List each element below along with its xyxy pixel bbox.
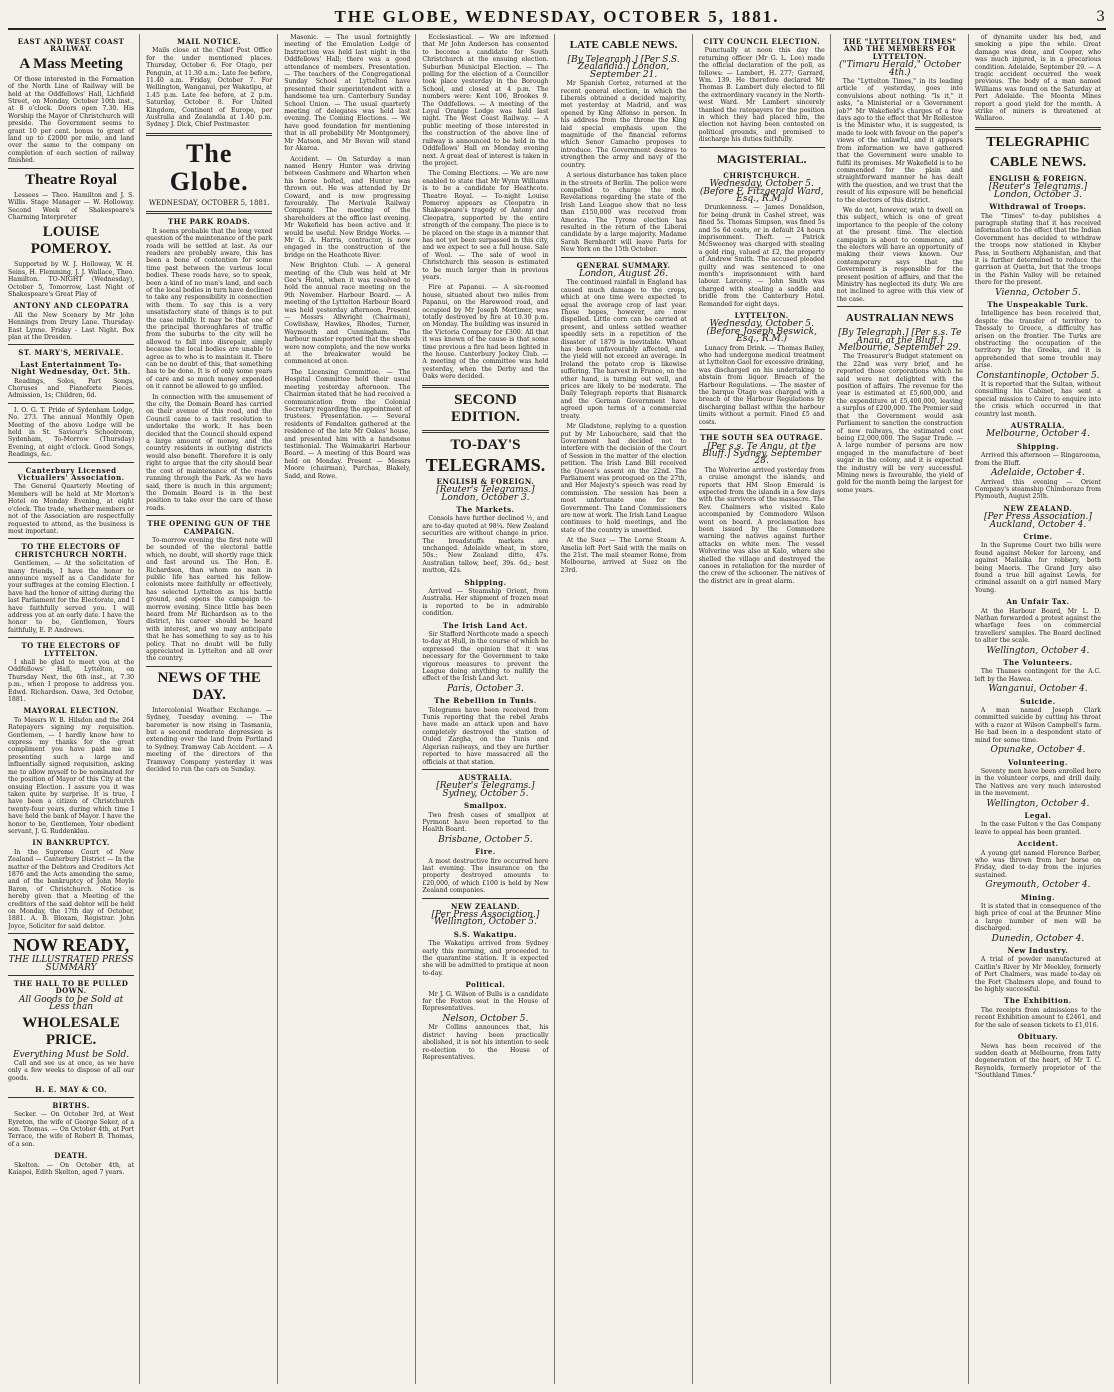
political-body-2: Mr Collins announces that, his district having been practically abolished, it is not his intention to seek re-election to the House of Representatives. (422, 1024, 549, 1061)
column-1 (8, 34, 140, 1384)
wellington-dateline-3: Wellington, October 4. (986, 798, 1090, 809)
play-body: All the New Scenery by Mr John Hennings from Drury Lane. Thursday-East Lynne. Friday - Last Night. Box plan at the Dresden. (8, 311, 135, 341)
christchurch-body: Drunkenness. — James Donaldson, for being drunk in Cashel street, was fined 5s. Thomas Simpson, was fined 5s and 5s 6d costs, or in default 24 hours imprisonment. Theft. — Patrick McSweeney was charged with stealing a gold ring, valued at £2, the property of Andrew Smith. The accused pleaded guilty and was sentenced to one month's imprisonment with hard labour. Larceny. — John Smith was charged with stealing a saddle and bridle from the Canterbury Hotel. Remanded for eight days. (698, 204, 825, 308)
wakatipu-body: The Wakatipu arrived from Sydney early this morning, and proceeded to the quarantine station. It is expected she will be admitted to pratique at noon to-day. (422, 940, 549, 977)
may-company: H. E. MAY & CO. (35, 1085, 108, 1095)
constantinople-body: It is reported that the Sultan, without consulting his Cabinet, has sent a special mission to Cairo to enquire into the crisis which occurred in that country last month. (974, 381, 1101, 418)
lyttelton-electors-heading: TO THE ELECTORS OF LYTTELTON. (21, 641, 121, 658)
licensed-heading: Canterbury Licensed Victuallers' Association. (17, 465, 125, 483)
park-roads-body-2: In connection with the amusement of the city, the Domain Board has carried on their avenue of this road, and the Council came to a tacit resolution to undertake the work. It has been decided that the Council should expend a large amount of money, and the country residents in outlying districts would also benefit. Therefore it is only right to argue that the city should bear the cost of maintenance of the roads running through the Park. As we have said, there is much in this argument; the Domain Board is in the best position to take over the care of those roads. (146, 393, 273, 512)
lyttelton-body: Lunacy from Drink. — Thomas Bailey, who had undergone medical treatment at Lyttelton Gaol for excessive drinking, was discharged on his undertaking to abstain from liquor. Breach of the Harbour Regulations. — The master of the barque Otago was charged with a breach of the Harbour Regulations by discharging ballast within the harbour limits without a permit. Fined £5 and costs. (698, 344, 825, 426)
obituary-heading: Obituary. (1017, 1032, 1059, 1042)
hall-heading: THE HALL TO BE PULLED DOWN. (13, 979, 129, 996)
licensed-body: The General Quarterly Meeting of Members will be held at Mr Morton's Hotel on Monday Evening, at eight o'clock. The trade, whether members or not of the Association are respectfully requested to attend, as the business is most important. (8, 483, 135, 535)
christchurch-sub: Wednesday, October 5. (Before F. Fitzgerald Ward, Esq., R.M.) (699, 179, 824, 204)
christchurch-heading: CHRISTCHURCH. (723, 170, 801, 180)
theatre-lines: Supported by W. J. Holloway, W. H. Seins, H. Flemming, J. J. Wallace, Theo. Hamilton. TO-NIGHT (Wednesday), October 5, Tomorrow, Last Night of Shakespeare's Great Play of (8, 261, 135, 298)
wholesale-heading: WHOLESALE PRICE. (22, 1014, 120, 1048)
electors-heading: TO THE ELECTORS OF CHRISTCHURCH NORTH. (14, 542, 128, 559)
opunake-dateline: Opunake, October 4. (990, 745, 1086, 756)
late-cable-body-1: Mr Spanish Cortez, returned at the recent general election, in which the Liberals obtained a decided majority, met yesterday at Madrid, and was opened by King Alfonso in person. In his address from the throne the King laid special emphasis upon the magnitude of the financial reforms which Senor Camacho proposes to introduce. The Government desires to strengthen the army and navy of the country. (560, 80, 687, 169)
wanganui-dateline: Wanganui, October 4. (988, 684, 1088, 695)
wellington-dateline-2: Wellington, October 4. (986, 645, 1090, 656)
mail-heading: MAIL NOTICE. (177, 37, 242, 46)
south-sea-heading: THE SOUTH SEA OUTRAGE. (700, 433, 824, 443)
continued-body: of dynamite under his bed, and smoking a pipe the while. Great damage was done, and Cooper, who was much injured, is in a precarious condition. Adelaide, September 29. — A tragic accident occurred the week previous. The body of a man named Williams was found on the Saturday at Port Adelaide. The Moonta Mines report a good yield for the month. A strike of miners is threatened at Wallaroo. (974, 34, 1101, 123)
paris-dateline: Paris, October 3. (447, 683, 524, 694)
auckland-dateline: [Per Press Association.] Auckland, October 4. (983, 512, 1092, 530)
louise-pomeroy: LOUISE POMEROY. (30, 224, 112, 258)
general-summary-dateline: London, August 26. (578, 268, 669, 279)
telegraphic-heading: TELEGRAPHIC (986, 134, 1090, 150)
masthead-title: THE GLOBE, WEDNESDAY, OCTOBER 5, 1881. (334, 7, 780, 26)
column-7 (837, 34, 969, 1384)
unfair-tax-heading: An Unfair Tax. (1006, 597, 1070, 607)
nelson-dateline: Nelson, October 5. (442, 1013, 529, 1024)
bankruptcy-body: In the Supreme Court of New Zealand — Canterbury District — In the matter of the Debtors and Creditors Act 1876 and the Acts amending the same, and of the bankruptcy of John Moyle Baron, of Christchurch. Notice is hereby given that a Meeting of the creditors of the said debtor will be held on Monday, the 17th day of October, 1881. A. B. Bloxam, Registrar. John Joyce, Solicitor for said debtor. (8, 848, 135, 930)
births-body: Secker. — On October 3rd, at West Eyreton, the wife of George Seker, of a son. Thomas. — On October 4th, at Port Terrace, the wife of Robert B. Thomas, of a son. (8, 1111, 135, 1148)
lyttelton-electors-body: I shall be glad to meet you at the Oddfellows' Hall, Lyttelton, on Thursday Next, the 6th inst., at 7.30 p.m., when I propose to address you. Edwd. Richardson. Oawa, 3rd October, 1881. (8, 659, 135, 704)
local-news-3: New Brighton Club. — A general meeting of the Club was held at Mr Gee's Hotel, when it was resolved to hold the annual race meeting on the 9th November. Harbour Board. — A meeting of the Lyttelton Harbour Board was held yesterday afternoon. Present — Messrs Allwright (Chairman), Cowlishaw, Hawkes, Rhodes, Turner, Waymouth and Cunningham. The harbour master reported that the sheds were now complete, and the new works at the breakwater would be commenced at once. (284, 262, 411, 366)
divider (8, 1097, 134, 1098)
theatre-body: Lessees — Theo. Hamilton and J. S. Willis. Stage Manager — W. Holloway. Second Week of Shakespeare's Charming Interpreter (8, 191, 135, 221)
divider (8, 344, 134, 345)
mayoral-heading: MAYORAL ELECTION. (23, 706, 119, 716)
turk-body: Intelligence has been received that, despite the transfer of territory to Thessaly to Greece, a difficulty has arisen on the frontier. The Turks are obstructing the occupation of the territory by the Greeks, and it is apprehended that some trouble may arise. (974, 310, 1101, 370)
divider (422, 898, 548, 899)
local-news-4: The Licensing Committee. — The Hospital Committee held their usual meeting yesterday afternoon. The Chairman stated that he had received a communication from the Colonial Secretary regarding the appointment of trustees. Presentation. — Several residents of Fendalton gathered at the residence of the late Mr Oakes' house, and presented him with a handsome testimonial. The Waimakariri Harbour Board. — A meeting of this Board was held on Monday. Present — Messrs Moore (chairman), Purchas, Blakely, Sadd, and Rowe. (284, 368, 411, 480)
divider (8, 637, 134, 638)
english-foreign: ENGLISH & FOREIGN. (436, 476, 535, 486)
railway-heading: EAST AND WEST COAST RAILWAY. (17, 37, 125, 54)
press-summary-sub: THE ILLUSTRATED PRESS SUMMARY (8, 955, 134, 973)
shipping-heading: Shipping. (464, 577, 507, 587)
bankruptcy-heading: IN BANKRUPTCY. (32, 838, 110, 848)
divider (975, 127, 1101, 130)
wellington-dateline: [Per Press Association.] Wellington, October 5. (431, 910, 540, 928)
unfair-tax-body: At the Harbour Board, Mr L. D. Nathan forwarded a protest against the wharfage fees on commercial travellers' samples. The Board declined to alter the scale. (974, 607, 1101, 645)
greymouth-dateline: Greymouth, October 4. (985, 880, 1091, 891)
australian-news-heading: AUSTRALIAN NEWS (845, 312, 954, 325)
south-sea-body: The Wolverine arrived yesterday from a cruise amongst the islands, and reports that HM Sloop Emerald is expected from the islands in a few days with the survivors of the massacre. The Rev. Chalmers who visited Kalo accompanied by Commodore Wilson went on board. A proclamation has been issued by the Commodore warning the natives against further attacks on white men. The vessel Wolverine was also at Kalo, where she shelled the village and destroyed the canoes in retaliation for the murder of the crew of the schooner. The natives of the district are in great alarm. (698, 466, 825, 585)
australian-news-sub: [By Telegraph.] [Per s.s. Te Anau, at the Bluff.] Melbourne, September 29. (838, 328, 962, 354)
markets-heading: The Markets. (456, 504, 515, 514)
divider (8, 462, 134, 463)
at-sea-body: At the Suez — The Lorne Steam A. Amelia left Port Said with the mails on the 21st. The mail steamer Rome, from Melbourne, arrived at Suez on the 23rd. (560, 537, 687, 574)
crime-body: In the Supreme Court two bills were found against Meker for larceny, and against Mailaika for robbery, both being Maoris. The Grand Jury also found a true bill against Lewis, for criminal assault on a girl named Mary Young. (974, 542, 1101, 594)
new-zealand-heading: NEW ZEALAND. (450, 901, 520, 911)
divider (8, 403, 134, 404)
melbourne-dateline: Melbourne, October 4. (986, 429, 1090, 440)
column-3 (284, 34, 416, 1384)
volunteering-heading: Volunteering. (1008, 757, 1068, 767)
cable-news-heading: CABLE NEWS. (989, 154, 1087, 170)
london-dateline: [Reuter's Telegrams.] London, October 3. (988, 182, 1088, 200)
obituary-body: News has been received of the sudden death at Melbourne, from fatty degeneration of the heart, of Mr T. C. Reynolds, formerly proprietor of the "Southland Times." (974, 1042, 1101, 1080)
new-zealand-heading-2: NEW ZEALAND. (1003, 503, 1073, 513)
electors-body: Gentlemen, — At the solicitation of many friends, I have the honor to announce myself as a Candidate for your suffrages at the coming Election. I have had the honor of sitting during the last Parliament for the Electorate, and I have faithfully served you. I will address you at an early date. I have the honor to be, Gentlemen, Yours faithfully, E. P. Andrews. (8, 560, 135, 634)
fire-heading: Fire. (475, 847, 496, 857)
theatre-heading: Theatre Royal (25, 171, 117, 188)
irish-land-heading: The Irish Land Act. (442, 620, 528, 630)
constantinople-dateline: Constantinople, October 5. (976, 370, 1100, 381)
column-5 (561, 34, 693, 1384)
late-cable-heading: LATE CABLE NEWS. (569, 39, 678, 51)
divider (8, 933, 134, 934)
dunedin-dateline: Dunedin, October 4. (991, 933, 1085, 944)
withdrawal-heading: Withdrawal of Troops. (989, 202, 1087, 212)
adelaide-dateline: Adelaide, October 4. (991, 468, 1085, 479)
magisterial-heading: MAGISTERIAL. (716, 151, 807, 166)
columns (8, 34, 1106, 1384)
irish-land-body: Sir Stafford Northcote made a speech to-day at Hull, in the course of which he expressed the opinion that it was necessary for the Government to take vigorous measures to prevent the League doing anything to nullify the effect of the Irish Land Act. (422, 631, 549, 683)
divider (699, 147, 825, 148)
smallpox-body: Two fresh cases of smallpox at Pyrmont have been reported to the Health Board. (422, 811, 549, 834)
markets-body: Consols have further declined ½, and are to-day quoted at 98¼. New Zealand securities are without change in price. The breadstuffs markets are unchanged. Adelaide wheat, in store, 50s.; New Zealand ditto, 47s. Australian tallow, beef, 39s. 6d.; best mutton, 42s. (422, 515, 549, 575)
city-council-heading: CITY COUNCIL ELECTION. (703, 37, 821, 46)
divider (837, 306, 963, 307)
lyttelton-times-sub: ("Timaru Herald," October 4th.) (839, 60, 961, 78)
new-industry-heading: New Industry. (1007, 946, 1069, 956)
local-news-5: Ecclesiastical. — We are informed that Mr John Anderson has consented to become a candidate for South Christchurch at the ensuing election. Suburban Municipal Election. — The polling for the election of a Councillor took place yesterday in the Borough School, and closed at 4 p.m. The numbers were: Kent 106, Brookes 9. The Oddfellows. — A meeting of the Loyal Orange Lodge was held last night. The West Coast Railway. — A public meeting of those interested in the construction of the above line of railway is announced to be held in the Oddfellows' Hall on Monday evening next. A great deal of interest is taken in the project. (422, 34, 549, 167)
st-marys-heading: ST. MARY'S, MERIVALE. (18, 348, 124, 358)
issue-date: WEDNESDAY, OCTOBER 5, 1881. (148, 198, 270, 207)
now-ready-heading: NOW READY, (13, 935, 130, 956)
general-summary-body-2: Mr Gladstone, replying to a question put by Mr Labouchere, said that the Government had decided not to interfere with the decision of the Court of Session in the matter of the election petition. The Irish Land Bill received the Queen's assent on the 22nd. The Parliament was prorogued on the 27th, and Her Majesty's speech was read by commission. The session has been a most unfortunate one for the Government. The Land Commissioners are now at work. The Irish Land League continues to hold meetings, and the state of the country is unsettled. (560, 423, 687, 534)
south-sea-sub: [Per s.s. Te Anau, at the Bluff.] Sydney, September 28. (702, 441, 822, 467)
divider (699, 429, 825, 430)
wakatipu-heading: S.S. Wakatipu. (453, 929, 518, 939)
turk-heading: The Unspeakable Turk. (987, 299, 1089, 309)
divider (561, 257, 687, 258)
lyttelton-times-body: The "Lyttelton Times," in its leading article of yesterday, goes into convulsions about nothing. "Is it," it asks, "a Ministerial or a Government job?" Mr Wakefield's charges of a few days ago to the effect that Mr Rolleston is the Minister who, it is suggested, is made to look with favour on the paper's views of the unlawful, and it appears from information we have gathered that the Government were unable to fulfil its promises. Mr Wakefield is to be commended for the plain and straightforward manner he has dealt with the question, and we trust that the result of his exposure will be beneficial to the electors of this district. (836, 78, 963, 204)
local-news-2: Accident. — On Saturday a man named Henry Hunter was driving between Cashmere and Wharton when his horse bolted, and Hunter was thrown out. He was attended by Dr Coward, and is now progressing favourably. The Merivale Railway Company. The meeting of the shareholders at the office last evening. Mr Wakefield has been active and it would be useful. New Bridge Works. — Mr G. A. Harris, contractor, is now engaged in the construction of the bridge on the Heathcote River. (284, 155, 411, 259)
mail-body: Mails close at the Chief Post Office for the under mentioned places. Thursday, October 6. For Otago, per Penguin, at 11.30 a.m.; Late fee before, 11.40 a.m. Friday, October 7. For Wellington, Wanganui, per Wakatipu, at 1.45 p.m. Late fee before, at 2 p.m. Saturday, October 8. For United Kingdom, Continent of Europe, per Australia and Zealandia at 1.40 p.m. Sydney J. Dick, Chief Postmaster. (146, 47, 273, 129)
entertainment-heading: Last Entertainment To-Night Wednesday, Oct. 5th. (11, 359, 131, 377)
everything-sold: Everything Must be Sold. (12, 1049, 130, 1060)
death-body: Skelton. — On October 4th, at Kaiapoi, Edith Skelton, aged 7 years. (8, 1161, 135, 1176)
divider (8, 168, 134, 169)
lyttelton-times-body-2: We do not, however, wish to dwell on this subject, which is one of great importance to the people of the colony at the present time. The election campaign is about to commence, and the electors will have an opportunity of making their views known. Our contemporary says that the Government is responsible for the present position of affairs, and that the Ministry has neglected its duty. We are not inclined to agree with this view of the case. (836, 206, 963, 303)
telegrams-heading: TELEGRAMS. (425, 454, 546, 475)
births-heading: BIRTHS. (52, 1100, 90, 1110)
local-news-7: Fire at Papanui. — A six-roomed house, situated about two miles from Papanui, on the Harewood road, and occupied by Mr Joseph Mortimer, was totally destroyed by fire at 10.30 p.m. on Monday. The building was insured in the Victoria Company for £300. All that it was known of the cause is that some time previous a fire had been lighted in the house. Canterbury Jockey Club. — A meeting of the committee was held yesterday, when the Derby and the Oaks were decided. (422, 284, 549, 381)
mining-body: It is stated that in consequence of the high price of coal at the Brunner Mine a large number of men will be discharged. (974, 903, 1101, 933)
column-2 (146, 34, 278, 1384)
accident-heading: Accident. (1017, 839, 1059, 849)
vienna-dateline: Vienna, October 5. (995, 287, 1081, 298)
page-number: 3 (1096, 9, 1106, 25)
divider (422, 430, 548, 433)
political-heading: Political. (465, 980, 506, 990)
death-heading: DEATH. (54, 1151, 88, 1161)
reuter-london: [Reuter's Telegrams.] London, October 3. (436, 485, 535, 503)
adelaide-body: Arrived this evening — Orient Company's steamship Chimborazo from Plymouth, August 25th. (974, 478, 1101, 501)
column-4 (422, 34, 554, 1384)
opening-gun-heading: THE OPENING GUN OF THE CAMPAIGN. (147, 519, 271, 536)
park-roads-body: It seems probable that the long vexed question of the maintenance of the park roads will be settled at last. As our readers are probably aware, this has been a bone of contention for some time past between the various local bodies. These roads have, so to speak, been a kind of no man's land, and each of the local bodies in turn have declined to take any responsibility in connection with them. To say this is a very unsatisfactory state of things is to put the case mildly. It may be that one of the principal thoroughfares of traffic from the suburbs to the city will be allowed to fall into disrepair, simply because the local bodies are unable to agree as to who is to maintain it. There can be no doubt of this, that something has to be done. It is of only some years of care and so much money expended on it cannot be allowed to go unfiled. (146, 227, 273, 391)
opening-gun-body: To-morrow evening the first note will be sounded of the electoral battle which, no doubt, will shortly rage thick and fast around us. The Hon. E. Richardson, than whom no man in public life has earned his fellow-colonists more faithfully or effectively, has selected Lyttelton as his battle ground, and opens the campaign to-morrow evening. Since little has been heard from Mr Richardson as to the district, his career should be heard with interest, and we may anticipate that he has something to say as to his policy. That no doubt will be fully appreciated in Lyttelton and all over the country. (146, 536, 273, 663)
divider (146, 666, 272, 667)
divider (8, 538, 134, 539)
park-roads-heading: THE PARK ROADS. (168, 217, 251, 227)
shipping-body-2: Arrived this afternoon — Ringarooma, from the Bluff. (974, 452, 1101, 467)
divider (146, 515, 272, 516)
divider (8, 975, 134, 976)
play-title: ANTONY AND CLEOPATRA (13, 301, 129, 311)
exhibition-body: The receipts from admissions to the recent Exhibition amount to £2461, and for the sale of season tickets to £1,016. (974, 1006, 1101, 1029)
legal-body: In the case Fulton v the Gas Company leave to appeal has been granted. (974, 821, 1101, 836)
tunis-heading: The Rebellion in Tunis. (434, 696, 537, 706)
divider (146, 133, 272, 136)
globe-logo: The Globe. (169, 138, 249, 196)
new-industry-body: A trial of powder manufactured at Caitlin's River by Mr Meekley, formerly of Port Chalmers, was made to-day on the Fort Chalmers slope, and found to be highly successful. (974, 956, 1101, 994)
suicide-body: A man named Joseph Clark committed suicide by cutting his throat with a razor at Wilson Campbell's farm. He had been in a despondent state of mind for some time. (974, 707, 1101, 744)
accident-body: A young girl named Florence Barber, who was thrown from her horse on Friday, died to-day from the injuries sustained. (974, 849, 1101, 879)
general-summary-body: The continued rainfall in England has caused much damage to the crops, which at one time were expected to equal the average crop of last year. Those hopes, however, are now dispelled. Little corn can be carried at present, and unless settled weather speedily sets in a repetition of the disaster of 1879 is inevitable. Wheat has been unfavourably affected, and the yield will not exceed an average. In Ireland the potato crop is likewise suffering. The harvest in France, on the other hand, is turning out well, and prices are likely to be moderate. The Daily Telegraph reports that Bismarck and the German Government have agreed upon terms of a commercial treaty. (560, 279, 687, 420)
mayoral-body: To Messrs W. B. Hilsdon and the 264 Ratepayers signing my requisition. Gentlemen, — I hardly know how to express my thanks for the great compliment you have paid me in presenting such a large and influentially signed requisition, asking me to allow myself to be nominated for the position of Mayor of this City at the ensuing Election. I assure you it was taken quite by surprise. It is true, I have been a citizen of Christchurch twenty-four years, during which time I have held the bank of Mayor. I have the honor to be, Gentlemen, Your obedient servant, J. G. Ruddenklau. (8, 716, 135, 835)
withdrawal-body: The "Times" to-day publishes a paragraph stating that it has received information to the effect that the Indian Government has decided to withdraw the troops now stationed in Khyber Pass, in Southern Afghanistan, and that it is further determined to reduce the garrison at Quetta, but that the troops in the Pishin Valley will be retained there for the present. (974, 212, 1101, 287)
late-cable-body-2: A serious disturbance has taken place in the streets of Berlin. The police were compelled to charge the mob. Revelations regarding the state of the Irish Land League show that no less than £150,000 was received from America. The Tyrone election has resulted in the return of the Liberal candidate by a large majority. Madame Sarah Bernhardt will leave Paris for New York on the 15th October. (560, 172, 687, 254)
australian-news-body: The Treasurer's Budget statement on the 22nd was very brief, and he reported those corporations which he said were not delighted with the position of affairs. The revenue for the year is estimated at £5,600,000, and the expenditure at £5,400,000, leaving a surplus of £200,000. The Premier said that the Government would ask Parliament to sanction the construction of new railways, the estimated cost being £2,000,000. The Sugar Trade. — A large number of persons are now engaged in the manufacture of beet sugar in the colony, and it is expected the industry will be very successful. Mining news is favourable, the yield of gold for the month being the largest for some years. (836, 353, 963, 494)
column-6 (699, 34, 831, 1384)
shipping-heading-2: Shipping. (1016, 441, 1060, 451)
iogt-notice: I. O. G. T. Pride of Sydenham Lodge, No. 273. The annual Monthly Open Meeting of the above Lodge will be held in St. Saviour's Schoolroom, Sydenham, To-Morrow (Thursday) Evening, at eight o'clock. Good Songs, Readings, &c. (8, 406, 135, 459)
local-news-1: Masonic. — The usual fortnightly meeting of the Emulation Lodge of Instruction was held last night in the Oddfellows' Hall; there was a good attendance of members. Presentation. — The teachers of the Congregational Sunday School at Lyttelton have presented their superintendent with a handsome tea urn. Canterbury Sunday School Union. — The usual quarterly meeting of delegates was held last evening. The Coming Elections. — We have good foundation for mentioning that in all probability Mr Montgomery, Mr Matson, and Mr Bevan will stand for Akaroa. (284, 34, 411, 153)
lyttelton-times-heading: THE "LYTTELTON TIMES" AND THE MEMBERS FOR LYTTELTON. (843, 37, 957, 61)
political-body: Mr J. G. Wilson of Bulls is a candidate for the Foxton seat in the House of Representatives. (422, 990, 549, 1013)
all-goods: All Goods to be Sold at Less than (18, 994, 124, 1013)
mass-meeting-heading: A Mass Meeting (19, 55, 123, 72)
lyttelton-sub: Wednesday, October 5. (Before Joseph Beswick, Esq., R.M.) (706, 319, 817, 345)
tunis-body: Telegrams have been received from Tunis reporting that the rebel Arabs have made an attack upon and have completely destroyed the station of Ouled Zargha, on the Tunis and Algerian railways, and they are further reported to have massacred all the officials at that station. (422, 706, 549, 766)
volunteering-body: Seventy men have been enrolled here in the volunteer corps, and drill daily. The Natives are very much interested in the movement. (974, 767, 1101, 798)
exhibition-heading: The Exhibition. (1004, 996, 1072, 1006)
divider (422, 769, 548, 770)
news-of-day-heading: NEWS OF THE DAY. (157, 669, 261, 703)
brisbane-dateline: Brisbane, October 5. (438, 834, 533, 845)
divider (146, 211, 272, 214)
legal-heading: Legal. (1024, 810, 1052, 820)
volunteers-heading: The Volunteers. (1003, 658, 1073, 668)
english-foreign-2: ENGLISH & FOREIGN. (989, 173, 1087, 183)
masthead (8, 6, 1106, 30)
shipping-body: Arrived — Steamship Orient, from Australia. Her shipment of frozen meat is reported to be in admirable condition. (422, 587, 549, 618)
entertainment-body: Readings, Solos, Part Songs, Choruses and Pianoforte Pieces. Admission, 1s; Children, 6d. (8, 377, 135, 400)
volunteers-body: The Thames contingent for the A.C. left by the Hawea. (974, 668, 1101, 683)
todays-heading: TO-DAY'S (450, 436, 521, 453)
city-council-body: Punctually at noon this day the returning officer (Mr G. L. Lee) made the official declaration of the poll, as follows: — Lambert, H. 277; Garrard, Wm. 139. He therefore declared Mr Thomas B. Lambert duly elected to fill the extraordinary vacancy in the North-west Ward. Mr Lambert sincerely thanked the ratepayers for the position in which they had placed him, the election not having been contested on political grounds, and promised to discharge his duties faithfully. (698, 47, 825, 144)
divider (422, 385, 548, 388)
mining-heading: Mining. (1020, 892, 1055, 902)
call-body: Call and see us at once, as we have only a few weeks to dispose of all our goods. (8, 1060, 135, 1082)
column-8 (975, 34, 1106, 1384)
meeting-body: Of those interested in the Formation of the North Line of Railway will be held at the Oddfellows' Hall, Lichfield Street, on Monday, October 10th inst., at 8 o'clock. Doors open 7.30. His Worship the Mayor of Christchurch will preside. The Government seems to grant 10 per cent. bonus to grant of land up to £2000 per mile, and land over the same to the company on completion of each section of railway finished. (8, 75, 135, 165)
news-of-day-body: Intercolonial Weather Exchange. — Sydney, Tuesday evening. — The barometer is now rising in Tasmania, but a second moderate depression is extending over the land from Portland to Sydney. Tramway Cab Accident. — A meeting of the directors of the Tramway Company yesterday it was decided to run the cars on Sunday. (146, 706, 273, 774)
crime-heading: Crime. (1023, 531, 1053, 541)
sydney-dateline: [Reuter's Telegrams.] Sydney, October 5. (436, 781, 535, 799)
second-edition-heading: SECOND EDITION. (451, 391, 520, 425)
suicide-heading: Suicide. (1020, 696, 1056, 706)
lyttelton-heading: LYTTELTON. (734, 311, 789, 320)
smallpox-heading: Smallpox. (463, 801, 507, 811)
local-news-6: The Coming Elections. — We are now enabled to state that Mr Wynn Williams is to be a candidate for Heathcote. Theatre Royal. — To-night Louise Pomeroy appears as Cleopatra in Shakespeare's tragedy of Antony and Cleopatra, supported by the entire strength of the company. The piece is to be placed on the stage in a manner that has not yet been surpassed in this city, and we expect to see a full house. Sale of Wool. — The sale of wool in Christchurch this season is estimated to be much larger than in previous years. (422, 170, 549, 281)
australia-heading: AUSTRALIA. (458, 772, 513, 782)
fire-body: A most destructive fire occurred here last evening. The insurance on the property destroyed amounts to £20,000, of which £100 is held by New Zealand companies. (422, 857, 549, 895)
general-summary-heading: GENERAL SUMMARY. (576, 260, 671, 270)
late-cable-sub: [By Telegraph.] [Per S.S. Zealandia.] London, September 21. (567, 55, 680, 80)
australia-heading-2: AUSTRALIA. (1010, 421, 1065, 431)
